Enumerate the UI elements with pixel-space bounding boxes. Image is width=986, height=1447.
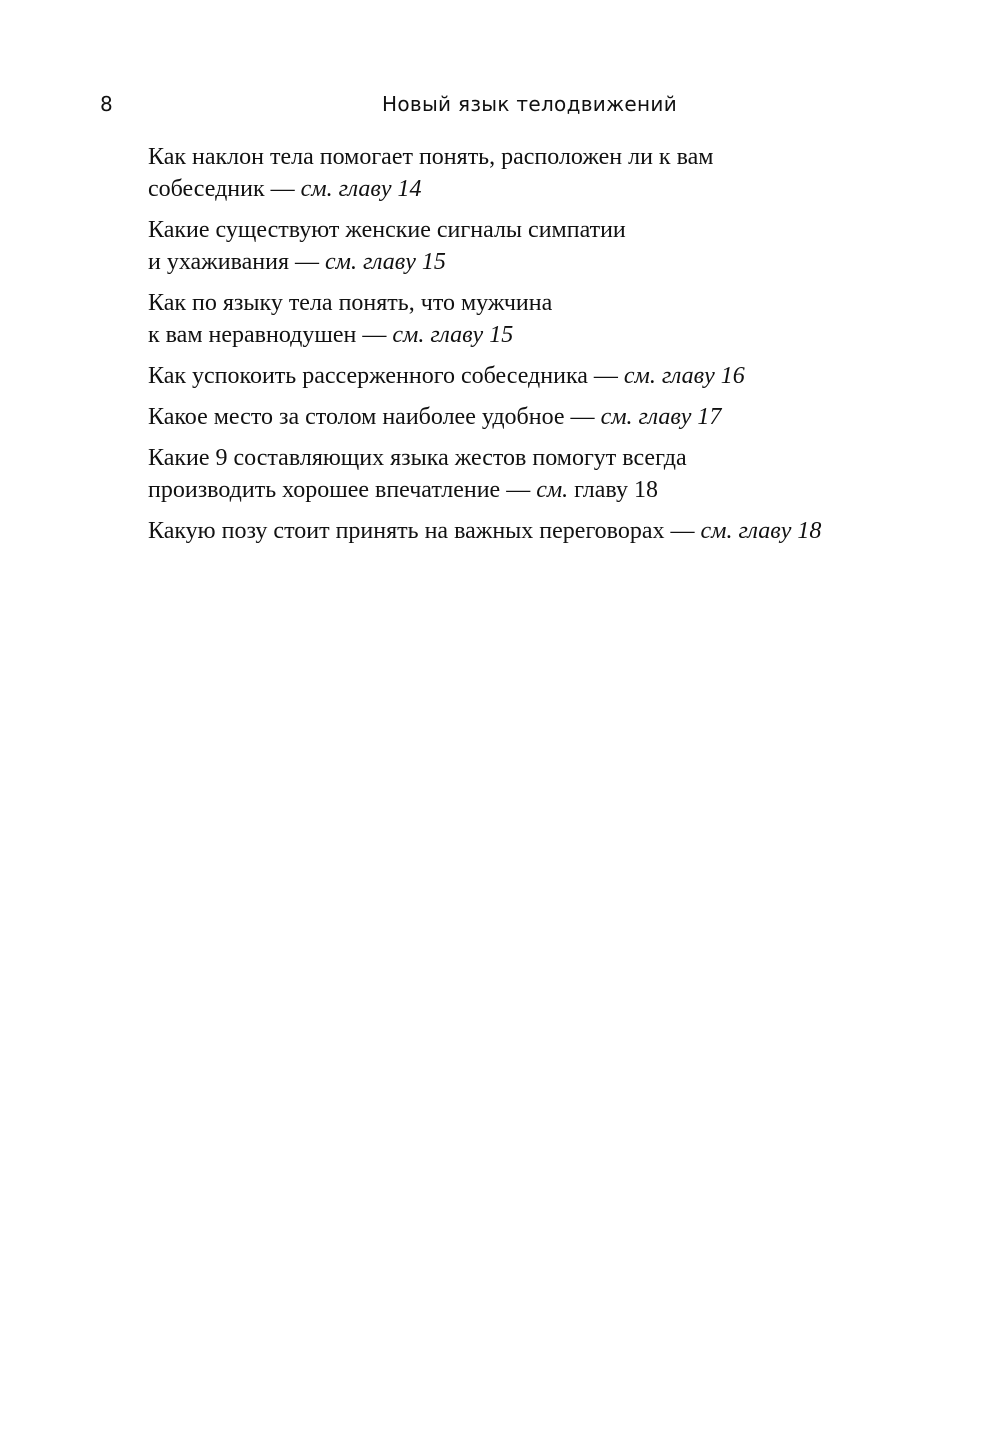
entry-text: и ухаживания — (148, 249, 325, 275)
entry-line (148, 515, 908, 547)
list-item (148, 141, 908, 205)
list-item (148, 401, 908, 433)
entry-line (148, 319, 908, 351)
page-header (0, 92, 986, 122)
list-item (148, 287, 908, 351)
chapter-reference: см. главу 15 (392, 322, 514, 348)
chapter-reference: см. главу 16 (623, 363, 745, 389)
entry-line: Как по языку тела понять, что мужчина (148, 290, 553, 316)
chapter-reference: см. главу 15 (325, 249, 446, 275)
chapter-reference: см. (536, 477, 569, 503)
entry-text: производить хорошее впечатление — (148, 477, 537, 503)
entry-text: собеседник — (148, 176, 301, 202)
entry-line: Какие существуют женские сигналы симпатии (148, 217, 626, 243)
list-item (148, 515, 908, 547)
chapter-reference: см. главу 14 (300, 176, 422, 202)
chapter-reference: см. главу 18 (700, 518, 822, 544)
entry-text: Какое место за столом наиболее удобное — (148, 404, 601, 430)
entry-text: Как успокоить рассерженного собеседника — (148, 363, 624, 389)
entry-line (148, 173, 908, 205)
entry-text: главу 18 (568, 477, 658, 503)
entry-line: Какие 9 составляющих языка жестов помогут всегда (148, 445, 687, 471)
topic-list (148, 141, 908, 556)
entry-line (148, 474, 908, 506)
list-item (148, 214, 908, 278)
entry-line: Как наклон тела помогает понять, расположен ли к вам (148, 144, 714, 170)
entry-line (148, 401, 908, 433)
entry-text: к вам неравнодушен — (148, 322, 393, 348)
list-item (148, 442, 908, 506)
page-number: 8 (100, 92, 113, 116)
entry-text: Какую позу стоит принять на важных переговорах — (148, 518, 701, 544)
chapter-reference: см. главу 17 (600, 404, 722, 430)
list-item (148, 360, 908, 392)
entry-line (148, 246, 908, 278)
running-title: Новый язык телодвижений (382, 92, 677, 116)
entry-line (148, 360, 908, 392)
